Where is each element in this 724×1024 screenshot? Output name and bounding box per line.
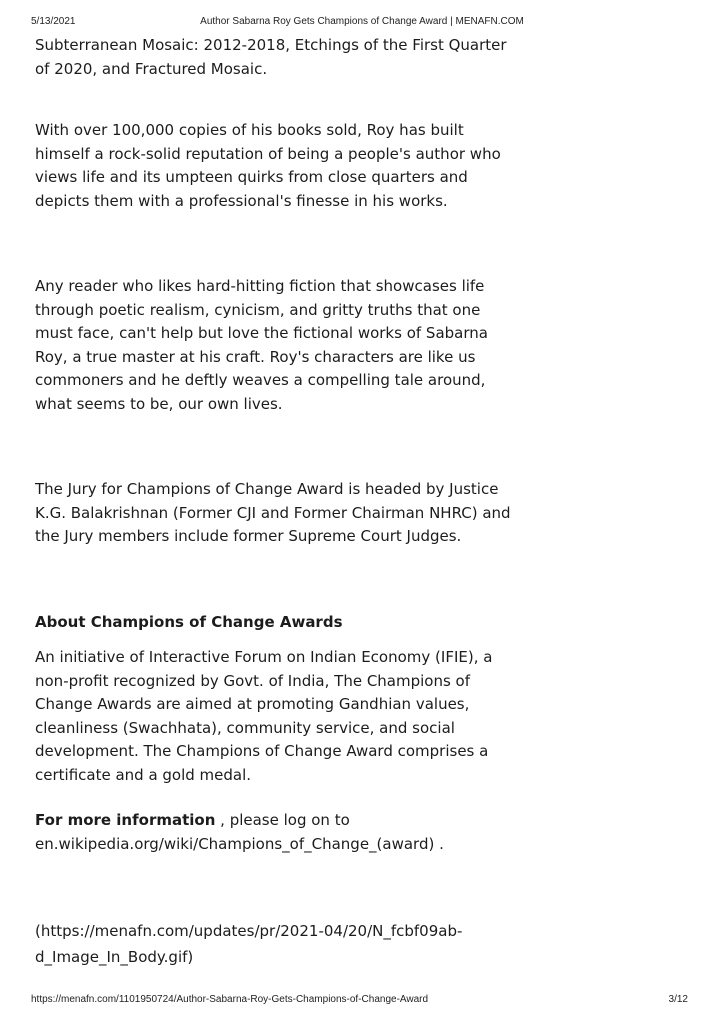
- more-info-link[interactable]: , please log on to en.wikipedia.org/wiki/Champions_of_Change_(award) .: [35, 811, 444, 853]
- article-body: [35, 34, 515, 970]
- print-footer: [0, 994, 724, 1008]
- image-link[interactable]: (https://menafn.com/updates/pr/2021-04/20/N_fcbf09ab-d_Image_In_Body.gif): [35, 922, 463, 966]
- paragraph-books-list: Subterranean Mosaic: 2012-2018, Etchings of the First Quarter of 2020, and Fractured Mosaic.: [35, 36, 507, 78]
- paragraph-reputation: With over 100,000 copies of his books sold, Roy has built himself a rock-solid reputation of being a people's author who views life and its umpteen quirks from close quarters and depicts them with a professional's finesse in his works.: [35, 121, 501, 210]
- print-header: [0, 16, 724, 30]
- page-number: 3/12: [668, 994, 688, 1005]
- more-info-label: For more information: [35, 811, 216, 829]
- paragraph-more-info: [35, 809, 515, 856]
- paragraph-about-awards: An initiative of Interactive Forum on Indian Economy (IFIE), a non-profit recognized by Govt. of India, The Champions of Change Awards are aimed at promoting Gandhian values, cleanliness (Swachhata), community service, and social development. The Champions of Change Award comprises a certificate and a gold medal.: [35, 648, 493, 784]
- paragraph-fiction: Any reader who likes hard-hitting fiction that showcases life through poetic realism, cynicism, and gritty truths that one must face, can't help but love the fictional works of Sabarna Roy, a true master at his craft. Roy's characters are like us commoners and he deftly weaves a compelling tale around, what seems to be, our own lives.: [35, 277, 488, 413]
- print-page-title: Author Sabarna Roy Gets Champions of Change Award | MENAFN.COM: [200, 16, 524, 27]
- paragraph-jury: The Jury for Champions of Change Award is headed by Justice K.G. Balakrishnan (Former CJI and Former Chairman NHRC) and the Jury members include former Supreme Court Judges.: [35, 480, 511, 545]
- print-date: 5/13/2021: [31, 16, 76, 27]
- print-url: https://menafn.com/1101950724/Author-Sabarna-Roy-Gets-Champions-of-Change-Award: [31, 994, 429, 1005]
- about-heading: About Champions of Change Awards: [35, 612, 343, 631]
